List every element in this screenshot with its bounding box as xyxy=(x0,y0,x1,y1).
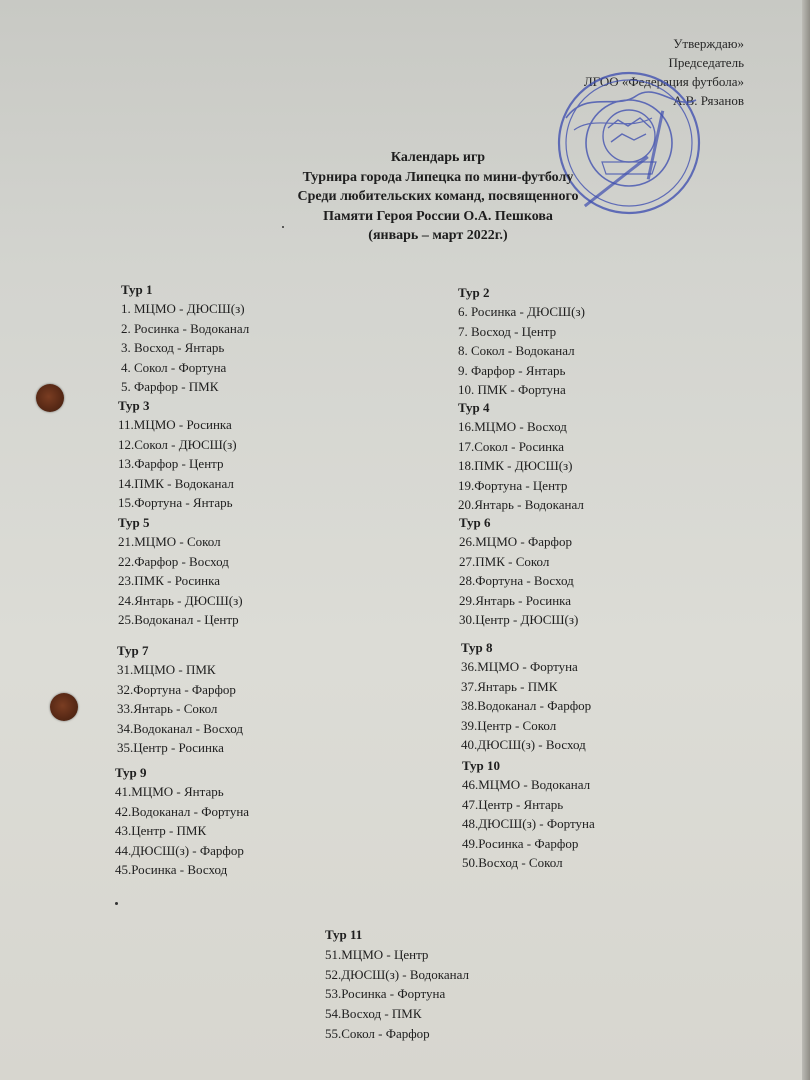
round-title: Тур 11 xyxy=(325,927,363,942)
match-line: 16.МЦМО - Восход xyxy=(458,419,567,435)
match-line: 18.ПМК - ДЮСШ(з) xyxy=(458,458,573,474)
page-edge xyxy=(802,0,810,1080)
round-block xyxy=(115,763,249,879)
title-line: Памяти Героя России О.А. Пешкова xyxy=(323,208,553,224)
round-title: Тур 9 xyxy=(115,765,147,780)
approval-line: Председатель xyxy=(668,55,744,70)
match-line: 20.Янтарь - Водоканал xyxy=(458,497,584,513)
match-line: 15.Фортуна - Янтарь xyxy=(118,495,233,511)
round-title: Тур 10 xyxy=(462,758,501,773)
round-block xyxy=(118,513,243,629)
match-line: 34.Водоканал - Восход xyxy=(117,720,244,736)
match-line: 39.Центр - Сокол xyxy=(461,717,557,733)
document-title xyxy=(248,148,628,246)
match-line: 14.ПМК - Водоканал xyxy=(118,475,234,491)
round-title: Тур 1 xyxy=(121,282,153,297)
match-line: 36.МЦМО - Фортуна xyxy=(461,659,578,675)
match-line: 45.Росинка - Восход xyxy=(115,862,228,878)
match-line: 28.Фортуна - Восход xyxy=(459,573,574,589)
round-block xyxy=(325,925,469,1044)
match-line: 38.Водоканал - Фарфор xyxy=(461,698,592,714)
match-line: 11.МЦМО - Росинка xyxy=(118,417,232,433)
title-dates: (январь – март 2022г.) xyxy=(368,228,508,243)
match-line: 33.Янтарь - Сокол xyxy=(117,701,218,717)
round-title: Тур 6 xyxy=(459,515,491,530)
round-title: Тур 8 xyxy=(461,640,493,655)
match-line: 52.ДЮСШ(з) - Водоканал xyxy=(325,966,470,982)
round-block xyxy=(462,756,595,872)
match-line: 9. Фарфор - Янтарь xyxy=(458,362,566,378)
match-line: 26.МЦМО - Фарфор xyxy=(459,534,572,550)
match-line: 46.МЦМО - Водоканал xyxy=(462,777,591,793)
match-line: 31.МЦМО - ПМК xyxy=(117,662,216,678)
match-line: 49.Росинка - Фарфор xyxy=(462,835,579,851)
match-line: 40.ДЮСШ(з) - Восход xyxy=(461,737,586,753)
round-block xyxy=(121,280,249,396)
match-line: 17.Сокол - Росинка xyxy=(458,438,565,454)
match-line: 24.Янтарь - ДЮСШ(з) xyxy=(118,592,243,608)
round-block xyxy=(461,638,591,754)
round-title: Тур 5 xyxy=(118,515,150,530)
round-block xyxy=(458,398,584,514)
match-line: 3. Восход - Янтарь xyxy=(121,340,225,356)
match-line: 54.Восход - ПМК xyxy=(325,1006,422,1022)
match-line: 51.МЦМО - Центр xyxy=(325,946,429,962)
match-line: 32.Фортуна - Фарфор xyxy=(117,681,236,697)
match-line: 8. Сокол - Водоканал xyxy=(458,343,575,359)
match-line: 37.Янтарь - ПМК xyxy=(461,678,558,694)
match-line: 7. Восход - Центр xyxy=(458,323,557,339)
match-line: 21.МЦМО - Сокол xyxy=(118,534,221,550)
round-block xyxy=(117,641,243,757)
match-line: 44.ДЮСШ(з) - Фарфор xyxy=(115,842,244,858)
match-line: 5. Фарфор - ПМК xyxy=(121,379,219,395)
approval-line: Утверждаю» xyxy=(673,36,744,51)
round-block xyxy=(118,396,237,512)
round-title: Тур 2 xyxy=(458,285,490,300)
punch-hole-icon xyxy=(50,693,78,721)
approval-line: ЛГОО «Федерация футбола» xyxy=(583,74,744,89)
match-line: 29.Янтарь - Росинка xyxy=(459,592,572,608)
match-line: 42.Водоканал - Фортуна xyxy=(115,803,250,819)
round-block xyxy=(458,283,585,399)
match-line: 47.Центр - Янтарь xyxy=(462,796,564,812)
match-line: 25.Водоканал - Центр xyxy=(118,612,239,628)
match-line: 10. ПМК - Фортуна xyxy=(458,382,566,398)
match-line: 30.Центр - ДЮСШ(з) xyxy=(459,612,579,628)
approval-signatory: А.В. Рязанов xyxy=(672,93,744,108)
match-line: 1. МЦМО - ДЮСШ(з) xyxy=(121,301,245,317)
round-title: Тур 4 xyxy=(458,400,490,415)
match-line: 55.Сокол - Фарфор xyxy=(325,1025,430,1041)
match-line: 53.Росинка - Фортуна xyxy=(325,986,446,1002)
match-line: 43.Центр - ПМК xyxy=(115,823,207,839)
match-line: 19.Фортуна - Центр xyxy=(458,477,568,493)
title-line: Среди любительских команд, посвященного xyxy=(297,189,579,204)
match-line: 12.Сокол - ДЮСШ(з) xyxy=(118,436,237,452)
match-line: 22.Фарфор - Восход xyxy=(118,553,229,569)
title-line: Турнира города Липецка по мини-футболу xyxy=(302,169,574,185)
title-line: Календарь игр xyxy=(390,150,486,165)
match-line: 27.ПМК - Сокол xyxy=(459,553,550,569)
match-line: 50.Восход - Сокол xyxy=(462,855,563,871)
round-title: Тур 7 xyxy=(117,643,149,658)
punch-hole-icon xyxy=(36,384,64,412)
match-line: 6. Росинка - ДЮСШ(з) xyxy=(458,304,585,320)
match-line: 2. Росинка - Водоканал xyxy=(121,320,250,336)
round-title: Тур 3 xyxy=(118,398,150,413)
match-line: 48.ДЮСШ(з) - Фортуна xyxy=(462,816,595,832)
match-line: 35.Центр - Росинка xyxy=(117,740,224,756)
match-line: 13.Фарфор - Центр xyxy=(118,456,224,472)
match-line: 23.ПМК - Росинка xyxy=(118,573,221,589)
match-line: 4. Сокол - Фортуна xyxy=(121,359,227,375)
match-line: 41.МЦМО - Янтарь xyxy=(115,784,224,800)
round-block xyxy=(459,513,578,629)
ink-speck xyxy=(115,902,118,905)
